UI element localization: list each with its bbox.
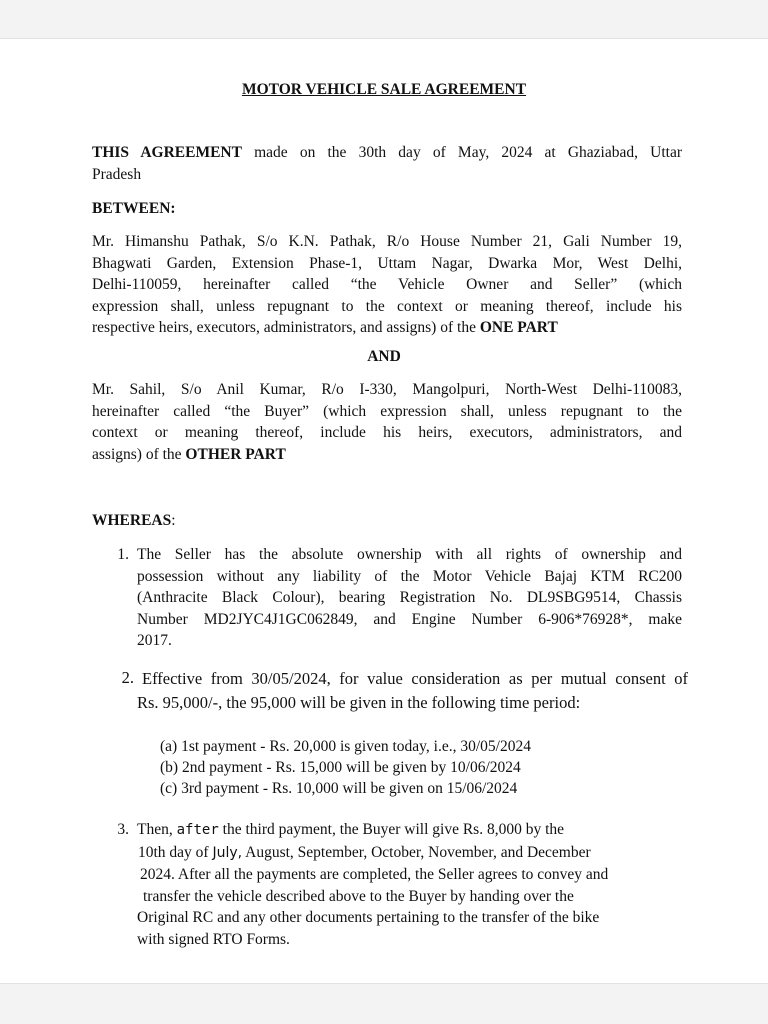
seller-paragraph <box>92 231 682 339</box>
intro-line-2: Pradesh <box>92 165 142 183</box>
item-line: Then, after the third payment, the Buyer will give Rs. 8,000 by the <box>137 821 565 838</box>
whereas-heading: WHEREAS: <box>92 512 176 529</box>
item-line: (Anthracite Black Colour), bearing Registration No. DL9SBG9514, Chassis <box>137 589 682 606</box>
item-line: Effective from 30/05/2024, for value consideration as per mutual consent of <box>142 669 688 688</box>
intro-line-1: THIS AGREEMENT made on the 30th day of May, 2024 at Ghaziabad, Uttar <box>92 144 682 161</box>
intro-bold-label: THIS AGREEMENT <box>92 144 242 161</box>
one-part-label: ONE PART <box>479 319 558 336</box>
whereas-item-2-cont <box>137 691 688 715</box>
buyer-line: hereinafter called “the Buyer” (which expression shall, unless repugnant to the <box>92 402 682 420</box>
and-heading: AND <box>367 348 401 365</box>
document-page <box>0 38 768 984</box>
whereas-item-3 <box>137 819 677 950</box>
item-line: Number MD2JYC4J1GC062849, and Engine Number 6-906*76928*, make <box>137 610 682 628</box>
item-number: 1. <box>117 546 129 563</box>
seller-line: Bhagwati Garden, Extension Phase-1, Uttam Nagar, Dwarka Mor, West Delhi, <box>92 254 682 272</box>
item-line: 2017. <box>137 632 172 649</box>
payment-item: (a) 1st payment - Rs. 20,000 is given today, i.e., 30/05/2024 <box>160 738 531 755</box>
seller-line: expression shall, unless repugnant to the context or meaning thereof, include his <box>92 297 682 315</box>
other-part-label: OTHER PART <box>185 445 286 463</box>
item-line: Rs. 95,000/-, the 95,000 will be given in the following time period: <box>137 693 581 712</box>
item-line: Original RC and any other documents pertaining to the transfer of the bike <box>137 909 600 926</box>
payment-item: (c) 3rd payment - Rs. 10,000 will be given on 15/06/2024 <box>160 780 518 797</box>
between-heading: BETWEEN: <box>92 200 176 217</box>
seller-line-last: respective heirs, executors, administrators, and assigns) of the ONE PART <box>92 319 558 336</box>
item-line: with signed RTO Forms. <box>137 930 290 948</box>
item-line: The Seller has the absolute ownership with all rights of ownership and <box>137 546 682 563</box>
whereas-item-1 <box>137 544 682 652</box>
buyer-paragraph <box>92 379 682 465</box>
payment-item: (b) 2nd payment - Rs. 15,000 will be given by 10/06/2024 <box>160 759 521 776</box>
item-number: 2. <box>121 668 134 687</box>
seller-line: Delhi-110059, hereinafter called “the Vehicle Owner and Seller” (which <box>92 276 682 293</box>
item-line: 2024. After all the payments are completed, the Seller agrees to convey and <box>140 866 609 883</box>
buyer-line-last: assigns) of the OTHER PART <box>92 445 286 463</box>
whereas-item-2 <box>142 667 688 691</box>
item-line: possession without any liability of the Motor Vehicle Bajaj KTM RC200 <box>137 567 682 585</box>
seller-line: Mr. Himanshu Pathak, S/o K.N. Pathak, R/o House Number 21, Gali Number 19, <box>92 233 682 250</box>
item-number: 3. <box>117 821 129 838</box>
item-line: transfer the vehicle described above to the Buyer by handing over the <box>143 887 574 905</box>
agreement-intro <box>92 142 682 185</box>
buyer-line: Mr. Sahil, S/o Anil Kumar, R/o I-330, Mangolpuri, North-West Delhi-110083, <box>92 381 682 398</box>
item-line: 10th day of July, August, September, October, November, and December <box>138 843 591 861</box>
document-title: MOTOR VEHICLE SALE AGREEMENT <box>241 81 527 98</box>
buyer-line: context or meaning thereof, include his heirs, executors, administrators, and <box>92 424 682 441</box>
